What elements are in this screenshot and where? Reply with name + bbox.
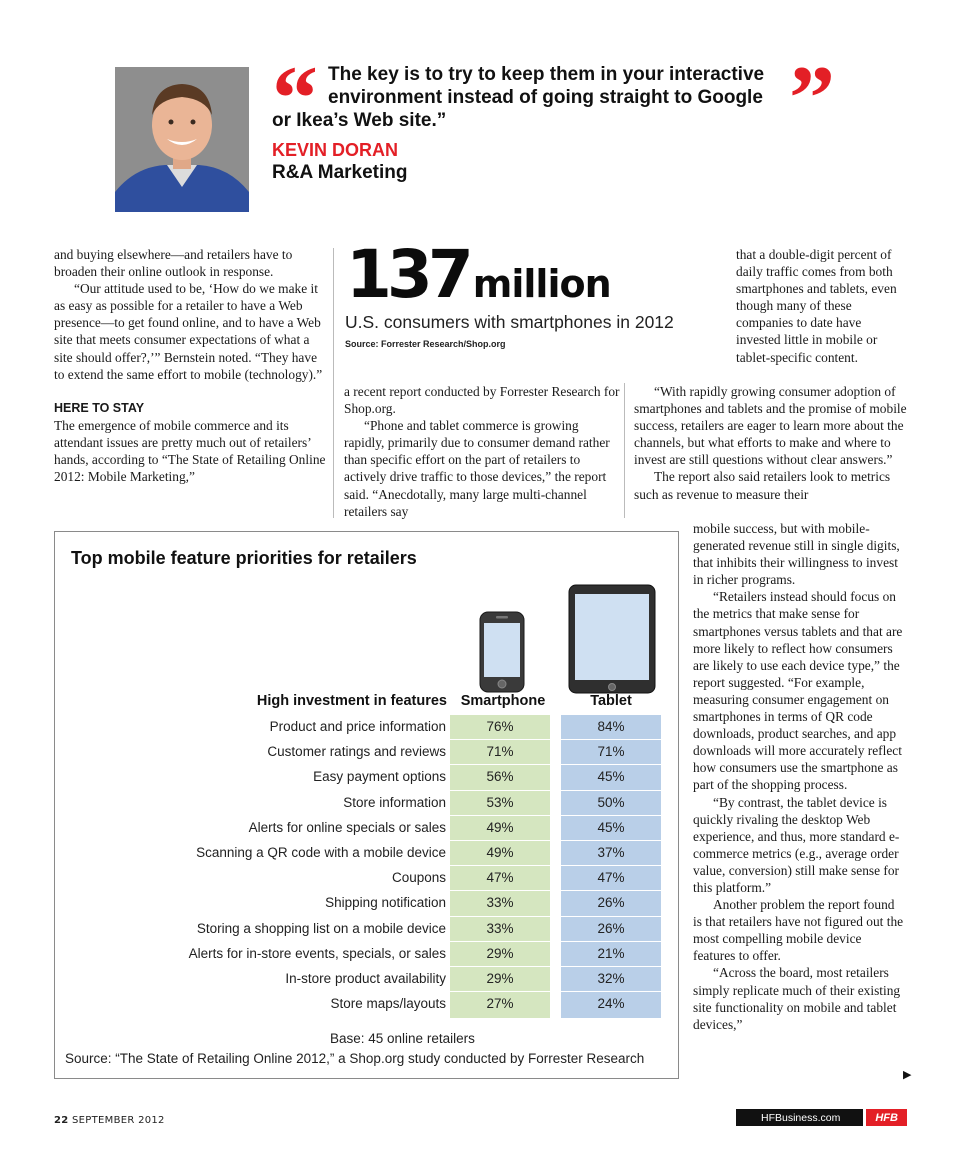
hfb-logo: HFB bbox=[866, 1109, 907, 1126]
table-row bbox=[55, 816, 680, 841]
feature-label: Alerts for in-store events, specials, or sales bbox=[188, 945, 446, 961]
paragraph: The report also said retailers look to metrics such as revenue to measure their bbox=[634, 469, 891, 502]
page-number: 22 bbox=[54, 1115, 69, 1126]
smartphone-value: 33% bbox=[486, 895, 514, 911]
feature-label: In-store product availability bbox=[285, 970, 446, 986]
tablet-value: 45% bbox=[597, 769, 625, 785]
article-column-3-bottom bbox=[693, 520, 905, 1033]
chart-source: Source: “The State of Retailing Online 2012,” a Shop.org study conducted by Forrester Research bbox=[65, 1051, 645, 1066]
smartphone-value: 27% bbox=[486, 996, 514, 1012]
tablet-value: 26% bbox=[597, 895, 625, 911]
paragraph: “With rapidly growing consumer adoption of smartphones and tablets and the promise of mobile success, retailers are eager to learn more about the channels, but what efforts to make and where to invest are still questions without clear answers.” bbox=[634, 384, 907, 468]
feature-label: Shipping notification bbox=[325, 895, 446, 911]
stat-source: Source: Forrester Research/Shop.org bbox=[345, 339, 506, 349]
tablet-value: 45% bbox=[597, 819, 625, 835]
page-footer bbox=[54, 1115, 165, 1126]
tablet-value: 32% bbox=[597, 970, 625, 986]
smartphone-value: 33% bbox=[486, 920, 514, 936]
table-row bbox=[55, 791, 680, 816]
tablet-value: 84% bbox=[597, 719, 625, 734]
article-column-2 bbox=[344, 383, 620, 520]
article-column-3-middle bbox=[634, 383, 910, 503]
column-divider bbox=[624, 383, 625, 518]
feature-label: Store information bbox=[343, 794, 446, 810]
site-url: HFBusiness.com bbox=[736, 1109, 863, 1126]
quote-author-name: KEVIN DORAN bbox=[272, 140, 399, 160]
pull-quote-line: or Ikea’s Web site.” bbox=[272, 110, 447, 131]
open-quote-mark-icon: “ bbox=[272, 47, 318, 149]
smartphone-value: 49% bbox=[486, 819, 514, 835]
table-row bbox=[55, 917, 680, 942]
paragraph: “Phone and tablet commerce is growing rapidly, primarily due to consumer demand rather than specific effort on the part of retailers to actively drive traffic to those devices,” the report said. “Anecdotally, many large multi-channel retailers say bbox=[344, 418, 610, 519]
paragraph: Another problem the report found is that retailers have not figured out the most compelling mobile device features to offer. bbox=[693, 897, 904, 964]
chart-base-note: Base: 45 online retailers bbox=[330, 1031, 475, 1046]
paragraph: “Our attitude used to be, ‘How do we make it as easy as possible for a retailer to have a Web presence—to get found online, and to have a Web site that meets consumer expectations of what a site should offer?,’” Bernstein noted. “They have to extend the same effort to mobile (technology).” bbox=[54, 281, 323, 382]
column-header-smartphone: Smartphone bbox=[460, 693, 546, 709]
stat-unit: million bbox=[472, 262, 611, 306]
table-row bbox=[55, 992, 680, 1017]
article-column-3-top bbox=[736, 246, 906, 366]
tablet-value: 24% bbox=[597, 996, 625, 1012]
tablet-value: 71% bbox=[597, 744, 625, 760]
chart-title: Top mobile feature priorities for retailers bbox=[71, 548, 417, 568]
table-row bbox=[55, 891, 680, 916]
stat-callout bbox=[346, 236, 611, 313]
close-quote-mark-icon: ” bbox=[789, 47, 835, 149]
column-header-tablet: Tablet bbox=[590, 693, 632, 709]
table-row bbox=[55, 866, 680, 891]
column-divider bbox=[333, 248, 334, 518]
pull-quote-line: environment instead of going straight to Google bbox=[328, 87, 763, 108]
smartphone-icon bbox=[479, 611, 525, 693]
feature-label: Product and price information bbox=[269, 719, 446, 734]
smartphone-value: 56% bbox=[486, 769, 514, 785]
smartphone-value: 29% bbox=[486, 945, 514, 961]
paragraph: that a double-digit percent of daily traffic comes from both smartphones and tablets, even though many of these companies to date have invested little in mobile or tablet-specific content. bbox=[736, 247, 897, 365]
feature-priorities-chart bbox=[54, 531, 679, 1079]
article-column-1 bbox=[54, 246, 330, 485]
feature-label: Customer ratings and reviews bbox=[267, 744, 446, 760]
feature-label: Alerts for online specials or sales bbox=[248, 819, 446, 835]
tablet-value: 37% bbox=[597, 844, 625, 860]
paragraph: “Across the board, most retailers simply replicate much of their existing site functionality on mobile and tablet devices,” bbox=[693, 965, 901, 1032]
pull-quote bbox=[272, 63, 792, 132]
feature-label: Easy payment options bbox=[313, 769, 446, 785]
author-photo bbox=[115, 67, 249, 212]
section-heading: HERE TO STAY bbox=[54, 400, 145, 415]
tablet-value: 21% bbox=[597, 945, 625, 961]
feature-label: Storing a shopping list on a mobile device bbox=[196, 920, 446, 936]
tablet-value: 47% bbox=[597, 870, 625, 886]
table-row bbox=[55, 765, 680, 790]
tablet-value: 26% bbox=[597, 920, 625, 936]
feature-label: Coupons bbox=[391, 870, 446, 886]
paragraph: “By contrast, the tablet device is quickly rivaling the desktop Web experience, and thus, more standard e-commerce metrics (e.g., average order value, conversion) still make sense for this platform.” bbox=[693, 794, 900, 895]
smartphone-value: 49% bbox=[486, 844, 514, 860]
table-row bbox=[55, 740, 680, 765]
table-row bbox=[55, 967, 680, 992]
pull-quote-line: The key is to try to keep them in your interactive bbox=[328, 64, 765, 85]
table-row bbox=[55, 942, 680, 967]
table-row bbox=[55, 715, 680, 740]
smartphone-value: 76% bbox=[486, 719, 514, 734]
feature-label: Store maps/layouts bbox=[330, 996, 446, 1012]
paragraph: and buying elsewhere—and retailers have to broaden their online outlook in response. bbox=[54, 247, 293, 280]
issue-date: SEPTEMBER 2012 bbox=[72, 1115, 165, 1126]
table-row bbox=[55, 841, 680, 866]
footer-brand bbox=[736, 1109, 907, 1126]
tablet-value: 50% bbox=[597, 794, 625, 810]
paragraph: a recent report conducted by Forrester Research for Shop.org. bbox=[344, 384, 620, 417]
tablet-icon bbox=[568, 584, 656, 694]
smartphone-value: 47% bbox=[486, 870, 514, 886]
smartphone-value: 71% bbox=[486, 744, 514, 760]
right-triangle-icon: ▶ bbox=[903, 1068, 912, 1081]
stat-caption: U.S. consumers with smartphones in 2012 bbox=[345, 312, 674, 332]
smartphone-value: 29% bbox=[486, 970, 514, 986]
paragraph: The emergence of mobile commerce and its attendant issues are pretty much out of retailers’ hands, according to “The State of Retailing Online 2012: Mobile Marketing,” bbox=[54, 417, 326, 485]
paragraph: mobile success, but with mobile-generated revenue still in single digits, that inhibits their willingness to invest in richer programs. bbox=[693, 521, 900, 588]
stat-number: 137 bbox=[346, 236, 469, 313]
column-header-feature: High investment in features bbox=[256, 693, 447, 709]
paragraph: “Retailers instead should focus on the metrics that make sense for smartphones versus tablets and that are more likely to reflect how consumers are likely to use each device type,” the report suggested. “For example, measuring consumer engagement on smartphones in terms of QR code downloads, product searches, and app downloads will more accurately reflect how consumers use the smartphone as part of the shopping process. bbox=[693, 589, 903, 793]
feature-label: Scanning a QR code with a mobile device bbox=[196, 844, 446, 860]
smartphone-value: 53% bbox=[486, 794, 514, 810]
quote-author-company: R&A Marketing bbox=[272, 162, 408, 183]
chart-rows bbox=[55, 715, 680, 1017]
